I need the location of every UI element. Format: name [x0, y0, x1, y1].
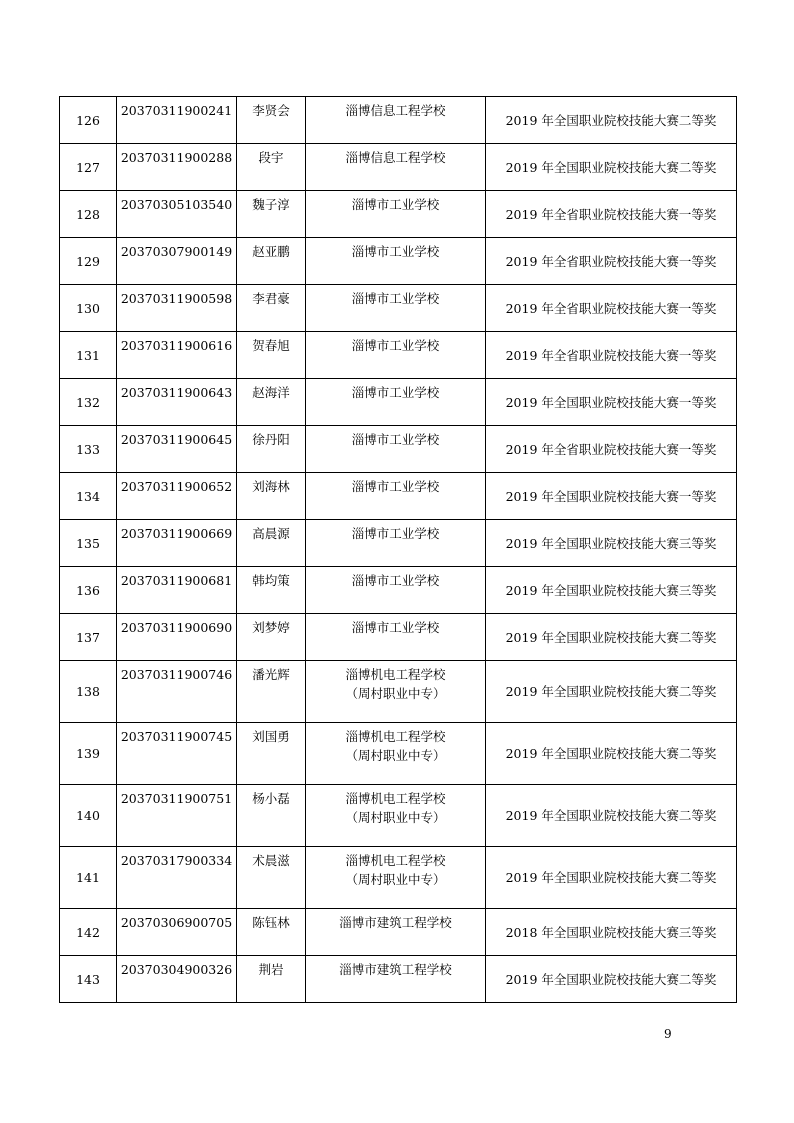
student-name: 贺春旭 — [237, 332, 306, 379]
school-name-line: （周村职业中专） — [345, 810, 446, 825]
school-name — [306, 520, 486, 567]
award-title: 2019 年全省职业院校技能大赛一等奖 — [486, 238, 737, 285]
table-row — [60, 785, 737, 847]
row-number: 143 — [60, 956, 117, 1003]
row-number: 140 — [60, 785, 117, 847]
student-name: 韩均策 — [237, 567, 306, 614]
school-name-line: 淄博市工业学校 — [351, 338, 440, 353]
award-roster-table — [59, 96, 737, 1003]
student-id: 20370311900669 — [117, 520, 237, 567]
school-name — [306, 144, 486, 191]
table-row — [60, 847, 737, 909]
school-name-line: 淄博市工业学校 — [351, 197, 440, 212]
school-name-line: 淄博市工业学校 — [351, 573, 440, 588]
student-name: 术晨滋 — [237, 847, 306, 909]
school-name — [306, 614, 486, 661]
school-name-line: 淄博市工业学校 — [351, 385, 440, 400]
school-name — [306, 285, 486, 332]
award-title: 2019 年全省职业院校技能大赛一等奖 — [486, 332, 737, 379]
school-name — [306, 847, 486, 909]
row-number: 130 — [60, 285, 117, 332]
student-name: 刘海林 — [237, 473, 306, 520]
table-row — [60, 285, 737, 332]
table-row — [60, 473, 737, 520]
award-title: 2019 年全省职业院校技能大赛一等奖 — [486, 285, 737, 332]
table-row — [60, 332, 737, 379]
school-name — [306, 661, 486, 723]
school-name — [306, 723, 486, 785]
row-number: 129 — [60, 238, 117, 285]
student-name: 刘国勇 — [237, 723, 306, 785]
award-title: 2019 年全国职业院校技能大赛二等奖 — [486, 144, 737, 191]
roster-body — [60, 97, 737, 1003]
table-row — [60, 97, 737, 144]
table-row — [60, 238, 737, 285]
school-name-line: 淄博机电工程学校 — [345, 667, 446, 682]
table-row — [60, 191, 737, 238]
school-name-line: 淄博信息工程学校 — [345, 103, 446, 118]
award-title: 2019 年全国职业院校技能大赛二等奖 — [486, 847, 737, 909]
award-title: 2019 年全国职业院校技能大赛二等奖 — [486, 785, 737, 847]
student-name: 魏子淳 — [237, 191, 306, 238]
student-name: 李君豪 — [237, 285, 306, 332]
award-title: 2019 年全省职业院校技能大赛一等奖 — [486, 191, 737, 238]
student-id: 20370311900751 — [117, 785, 237, 847]
table-row — [60, 956, 737, 1003]
student-name: 赵海洋 — [237, 379, 306, 426]
student-id: 20370311900288 — [117, 144, 237, 191]
row-number: 141 — [60, 847, 117, 909]
school-name — [306, 426, 486, 473]
row-number: 136 — [60, 567, 117, 614]
award-title: 2019 年全国职业院校技能大赛二等奖 — [486, 614, 737, 661]
school-name-line: 淄博市工业学校 — [351, 479, 440, 494]
page-number: 9 — [664, 1027, 672, 1041]
school-name — [306, 473, 486, 520]
school-name-line: （周村职业中专） — [345, 686, 446, 701]
student-id: 20370305103540 — [117, 191, 237, 238]
school-name-line: （周村职业中专） — [345, 872, 446, 887]
student-id: 20370311900645 — [117, 426, 237, 473]
student-name: 刘梦婷 — [237, 614, 306, 661]
table-row — [60, 661, 737, 723]
school-name — [306, 238, 486, 285]
table-row — [60, 520, 737, 567]
student-id: 20370311900681 — [117, 567, 237, 614]
student-id: 20370311900652 — [117, 473, 237, 520]
table-row — [60, 379, 737, 426]
student-name: 赵亚鹏 — [237, 238, 306, 285]
row-number: 142 — [60, 909, 117, 956]
school-name — [306, 956, 486, 1003]
school-name-line: 淄博市建筑工程学校 — [339, 915, 452, 930]
student-id: 20370311900746 — [117, 661, 237, 723]
student-id: 20370317900334 — [117, 847, 237, 909]
row-number: 139 — [60, 723, 117, 785]
school-name — [306, 379, 486, 426]
row-number: 131 — [60, 332, 117, 379]
school-name-line: 淄博机电工程学校 — [345, 853, 446, 868]
award-title: 2019 年全国职业院校技能大赛二等奖 — [486, 97, 737, 144]
student-id: 20370307900149 — [117, 238, 237, 285]
school-name-line: 淄博市工业学校 — [351, 432, 440, 447]
award-title: 2019 年全国职业院校技能大赛三等奖 — [486, 567, 737, 614]
row-number: 127 — [60, 144, 117, 191]
row-number: 138 — [60, 661, 117, 723]
school-name-line: 淄博信息工程学校 — [345, 150, 446, 165]
school-name-line: 淄博市工业学校 — [351, 620, 440, 635]
school-name-line: 淄博机电工程学校 — [345, 791, 446, 806]
row-number: 128 — [60, 191, 117, 238]
table-row — [60, 614, 737, 661]
award-title: 2019 年全国职业院校技能大赛一等奖 — [486, 473, 737, 520]
student-id: 20370311900241 — [117, 97, 237, 144]
student-id: 20370311900643 — [117, 379, 237, 426]
award-title: 2019 年全国职业院校技能大赛二等奖 — [486, 723, 737, 785]
student-name: 荆岩 — [237, 956, 306, 1003]
school-name — [306, 191, 486, 238]
table-row — [60, 723, 737, 785]
school-name-line: 淄博机电工程学校 — [345, 729, 446, 744]
award-title: 2019 年全国职业院校技能大赛三等奖 — [486, 520, 737, 567]
row-number: 133 — [60, 426, 117, 473]
table-row — [60, 144, 737, 191]
row-number: 137 — [60, 614, 117, 661]
school-name — [306, 909, 486, 956]
student-id: 20370311900598 — [117, 285, 237, 332]
row-number: 135 — [60, 520, 117, 567]
student-name: 杨小磊 — [237, 785, 306, 847]
school-name-line: （周村职业中专） — [345, 748, 446, 763]
student-id: 20370311900745 — [117, 723, 237, 785]
table-row — [60, 567, 737, 614]
award-title: 2019 年全省职业院校技能大赛一等奖 — [486, 426, 737, 473]
table-row — [60, 909, 737, 956]
school-name — [306, 97, 486, 144]
student-name: 段宇 — [237, 144, 306, 191]
student-name: 徐丹阳 — [237, 426, 306, 473]
row-number: 132 — [60, 379, 117, 426]
row-number: 134 — [60, 473, 117, 520]
student-id: 20370304900326 — [117, 956, 237, 1003]
table-row — [60, 426, 737, 473]
student-name: 高晨源 — [237, 520, 306, 567]
school-name — [306, 332, 486, 379]
award-title: 2019 年全国职业院校技能大赛二等奖 — [486, 956, 737, 1003]
school-name — [306, 785, 486, 847]
award-title: 2018 年全国职业院校技能大赛三等奖 — [486, 909, 737, 956]
row-number: 126 — [60, 97, 117, 144]
student-id: 20370306900705 — [117, 909, 237, 956]
award-title: 2019 年全国职业院校技能大赛一等奖 — [486, 379, 737, 426]
student-id: 20370311900616 — [117, 332, 237, 379]
school-name-line: 淄博市工业学校 — [351, 244, 440, 259]
school-name-line: 淄博市工业学校 — [351, 526, 440, 541]
student-name: 李贤会 — [237, 97, 306, 144]
student-name: 潘光辉 — [237, 661, 306, 723]
student-id: 20370311900690 — [117, 614, 237, 661]
school-name-line: 淄博市工业学校 — [351, 291, 440, 306]
award-title: 2019 年全国职业院校技能大赛二等奖 — [486, 661, 737, 723]
school-name-line: 淄博市建筑工程学校 — [339, 962, 452, 977]
school-name — [306, 567, 486, 614]
student-name: 陈钰林 — [237, 909, 306, 956]
